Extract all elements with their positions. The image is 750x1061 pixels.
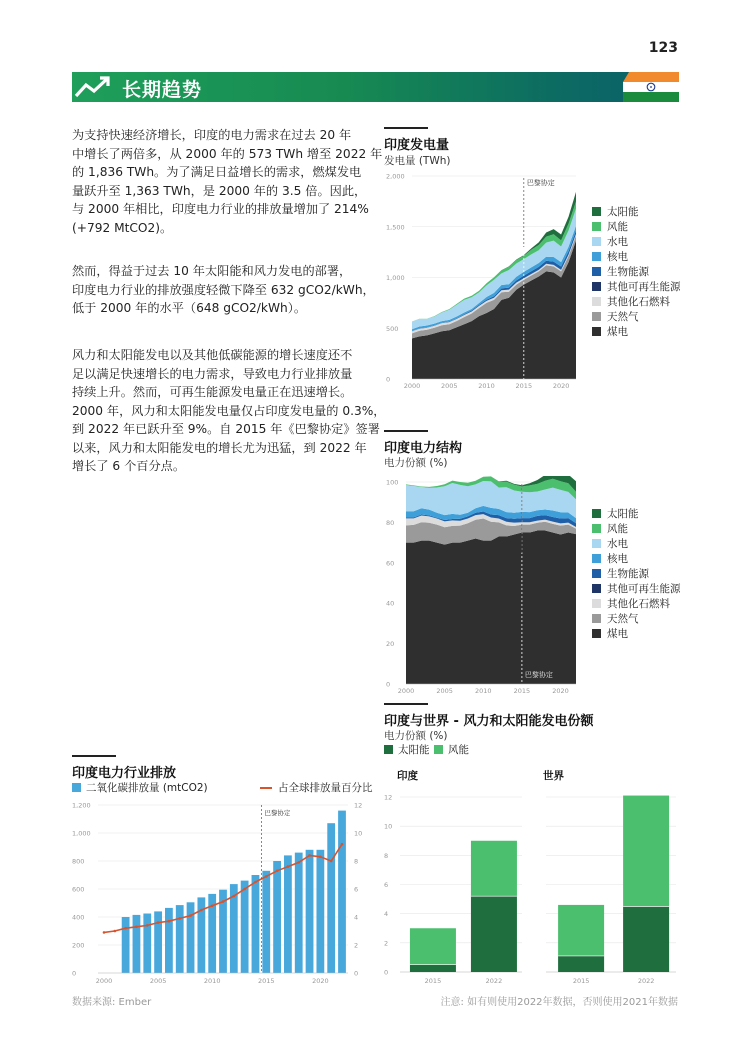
data-year-note: 注意: 如有则使用2022年数据，否则使用2021年数据 [440, 997, 678, 1008]
share-point [308, 854, 311, 857]
legend-swatch [434, 745, 443, 754]
legend-line-swatch [260, 787, 272, 789]
x-tick-label: 2005 [440, 382, 458, 390]
y-tick-label: 80 [386, 518, 395, 527]
annotation-label: 巴黎协定 [524, 671, 553, 679]
legend-item [592, 596, 681, 611]
share-point [341, 843, 344, 846]
y-tick-label: 200 [72, 941, 85, 950]
emission-bar [176, 905, 184, 973]
emissions-legend-line: 占全球排放量百分比 [260, 780, 373, 795]
legend-swatch [72, 783, 81, 792]
share-chart-ylabel: 电力份额 (%) [384, 730, 448, 742]
legend-item [592, 294, 681, 309]
legend-swatch [592, 207, 601, 216]
paragraph-demand-growth: 为支持快速经济增长，印度的电力需求在过去 20 年 中增长了两倍多，从 2000 年的 573 TWh 增至 2022 年 的 1,836 TWh。为了满足日益增长的需求，燃煤发电 量跃升至 1,363 TWh，是 2000 年的 3.5 倍。因此， 与 2000 年相比，印度电力行业的排放量增加了 214% (+792 MtCO2)。 [72, 128, 383, 235]
y-tick-label: 12 [384, 793, 393, 802]
paragraph-emission-intensity: 然而，得益于过去 10 年太阳能和风力发电的部署， 印度电力行业的排放强度轻微下降至 632 gCO2/kWh， 低于 2000 年的水平（648 gCO2/kWh）。 [72, 264, 375, 315]
section-title: 长期趋势 [122, 79, 203, 101]
share-point [114, 930, 117, 933]
y-tick-label: 1,000 [72, 829, 91, 838]
legend-item [592, 309, 681, 324]
y-tick-label: 2,000 [386, 172, 405, 181]
legend-item [592, 551, 681, 566]
y2-tick-label: 8 [354, 857, 359, 866]
x-tick-label: 2005 [436, 687, 453, 695]
legend-swatch [592, 267, 601, 276]
x-tick-label: 2020 [552, 687, 569, 695]
legend-swatch [592, 614, 601, 623]
bar-segment [471, 841, 517, 896]
share-point [276, 870, 279, 873]
share-legend-solar: 太阳能 [384, 742, 430, 757]
legend-swatch [384, 745, 393, 754]
emission-bar [252, 875, 260, 973]
legend-swatch [592, 282, 601, 291]
y2-tick-label: 12 [354, 801, 363, 810]
legend-label: 太阳能 [607, 206, 639, 218]
legend-swatch [592, 539, 601, 548]
bar-segment [558, 905, 604, 956]
chart-divider [384, 430, 428, 432]
emission-bar [154, 911, 162, 973]
y-tick-label: 0 [384, 968, 389, 977]
source-note: 数据来源: Ember [72, 997, 152, 1008]
emission-bar [262, 871, 270, 973]
bar-segment [623, 906, 669, 972]
emission-bar [306, 850, 314, 973]
y-tick-label: 400 [72, 913, 85, 922]
legend-swatch [592, 524, 601, 533]
share-point [254, 881, 257, 884]
emission-bar [143, 914, 151, 974]
legend-item [592, 626, 681, 641]
legend-swatch [592, 509, 601, 518]
emission-bar [122, 917, 130, 973]
legend-swatch [592, 327, 601, 336]
emission-bar [241, 881, 249, 973]
y2-tick-label: 6 [354, 885, 359, 894]
share-point [168, 920, 171, 923]
structure-chart-title: 印度电力结构 [384, 441, 463, 456]
legend-label: 风能 [607, 221, 628, 233]
share-point [200, 909, 203, 912]
structure-area-chart [384, 476, 584, 698]
legend-label: 天然气 [607, 311, 639, 323]
annotation-label: 巴黎协定 [526, 179, 555, 187]
emission-bar [284, 855, 292, 973]
legend-label: 太阳能 [607, 508, 639, 520]
bar-segment [410, 928, 456, 964]
legend-swatch [592, 569, 601, 578]
y-tick-label: 1,200 [72, 801, 91, 810]
legend-label: 核电 [607, 553, 628, 565]
y2-tick-label: 10 [354, 829, 363, 838]
paragraph-renewables-growth: 风力和太阳能发电以及其他低碳能源的增长速度还不 足以满足快速增长的电力需求，导致电力行业排放量 持续上升。然而，可再生能源发电量正在迅速增长。 2000 年，风力和太阳能发电量仅占印度发电量的 0.3%， 到 2022 年已跃升至 9%。自 2015 年《巴黎协定》签署 以来，风力和太阳能发电的增长尤为迅猛，到 2022 年 增长了 6 个百分点。 [72, 348, 386, 473]
x-tick-label: 2000 [95, 977, 113, 985]
generation-legend [592, 204, 681, 339]
legend-item [592, 611, 681, 626]
share-point [222, 900, 225, 903]
legend-item [592, 566, 681, 581]
bar-segment [410, 965, 456, 972]
emission-bar [316, 850, 324, 973]
chart-divider [72, 755, 116, 757]
x-tick-label: 2015 [424, 977, 442, 985]
x-tick-label: 2010 [203, 977, 221, 985]
share-chart-title: 印度与世界 - 风力和太阳能发电份额 [384, 714, 594, 729]
emissions-chart-title: 印度电力行业排放 [72, 766, 177, 781]
share-point [103, 931, 106, 934]
chart-divider [384, 703, 428, 705]
legend-label: 生物能源 [607, 568, 649, 580]
legend-swatch [592, 222, 601, 231]
legend-label: 天然气 [607, 613, 639, 625]
y-tick-label: 60 [386, 559, 395, 568]
y2-tick-label: 4 [354, 913, 359, 922]
share-point [157, 921, 160, 924]
y-tick-label: 500 [386, 324, 399, 333]
generation-area-chart [384, 168, 584, 392]
emissions-combo-chart [72, 798, 368, 990]
y2-tick-label: 0 [354, 969, 359, 978]
x-tick-label: 2015 [515, 382, 533, 390]
y-tick-label: 1,500 [386, 223, 405, 232]
x-tick-label: 2010 [478, 382, 495, 390]
emission-bar [273, 861, 281, 973]
chart-divider [384, 127, 428, 129]
share-point [211, 905, 214, 908]
legend-swatch [592, 629, 601, 638]
x-tick-label: 2020 [312, 977, 329, 985]
legend-item [592, 264, 681, 279]
share-point [124, 927, 127, 930]
y-tick-label: 10 [384, 822, 393, 831]
legend-label: 其他可再生能源 [607, 281, 681, 293]
emission-bar [327, 823, 335, 973]
emission-bar [133, 915, 141, 973]
legend-item [592, 219, 681, 234]
x-tick-label: 2015 [257, 977, 275, 985]
y-tick-label: 0 [386, 680, 391, 689]
legend-label: 其他可再生能源 [607, 583, 681, 595]
x-tick-label: 2015 [513, 687, 531, 695]
share-point [243, 888, 246, 891]
trend-up-icon [72, 72, 116, 102]
x-tick-label: 2020 [552, 382, 570, 390]
bar-segment [471, 896, 517, 972]
y-tick-label: 2 [384, 939, 389, 948]
legend-label: 其他化石燃料 [607, 296, 670, 308]
share-legend-wind: 风能 [434, 742, 469, 757]
legend-label: 核电 [607, 251, 628, 263]
panel-label-india: 印度 [397, 770, 418, 782]
share-point [146, 924, 149, 927]
annotation-label: 巴黎协定 [264, 809, 291, 817]
share-point [287, 865, 290, 868]
y-tick-label: 6 [384, 881, 389, 889]
section-banner [72, 72, 679, 102]
share-bar-chart [384, 790, 680, 988]
x-tick-label: 2000 [403, 382, 421, 390]
legend-swatch [592, 584, 601, 593]
legend-item [592, 234, 681, 249]
share-point [330, 860, 333, 863]
x-tick-label: 2015 [572, 977, 590, 985]
panel-label-world: 世界 [543, 770, 564, 782]
legend-label: 其他化石燃料 [607, 598, 670, 610]
x-tick-label: 2010 [474, 687, 492, 695]
bar-segment [558, 956, 604, 972]
emission-bar [187, 902, 195, 973]
share-point [135, 926, 138, 929]
generation-chart-title: 印度发电量 [384, 138, 450, 153]
emission-bar [338, 811, 346, 973]
page-number: 123 [648, 40, 678, 56]
legend-item [592, 581, 681, 596]
share-point [265, 875, 268, 878]
x-tick-label: 2000 [397, 687, 415, 695]
legend-swatch [592, 554, 601, 563]
y2-tick-label: 2 [354, 941, 359, 950]
y-tick-label: 0 [386, 375, 391, 384]
share-point [189, 914, 192, 917]
emissions-legend-bars: 二氧化碳排放量 (mtCO2) [72, 780, 208, 795]
y-tick-label: 1,000 [386, 274, 405, 282]
legend-swatch [592, 599, 601, 608]
share-point [178, 917, 181, 920]
legend-label: 煤电 [607, 326, 628, 338]
y-tick-label: 100 [386, 478, 399, 487]
generation-chart-ylabel: 发电量 (TWh) [384, 155, 451, 167]
area-series [406, 530, 576, 684]
legend-swatch [592, 237, 601, 246]
y-tick-label: 0 [72, 969, 77, 978]
legend-item [592, 279, 681, 294]
emission-bar [165, 908, 173, 973]
x-tick-label: 2022 [637, 977, 655, 985]
share-point [297, 861, 300, 864]
structure-chart-ylabel: 电力份额 (%) [384, 457, 448, 469]
x-tick-label: 2022 [485, 977, 503, 985]
y-tick-label: 4 [384, 910, 389, 919]
legend-label: 风能 [607, 523, 628, 535]
legend-item [592, 204, 681, 219]
legend-label: 煤电 [607, 628, 628, 640]
legend-label: 水电 [607, 538, 628, 550]
share-point [233, 895, 236, 898]
share-point [319, 856, 322, 859]
y-tick-label: 8 [384, 851, 389, 860]
legend-item [592, 324, 681, 339]
legend-label: 生物能源 [607, 266, 649, 278]
y-tick-label: 40 [386, 599, 395, 608]
bar-segment [623, 796, 669, 907]
legend-item [592, 521, 681, 536]
y-tick-label: 800 [72, 857, 85, 866]
y-tick-label: 600 [72, 885, 85, 894]
legend-label: 水电 [607, 236, 628, 248]
legend-item [592, 506, 681, 521]
legend-item [592, 536, 681, 551]
emission-bar [295, 853, 303, 973]
legend-swatch [592, 252, 601, 261]
india-flag-icon [623, 72, 679, 102]
legend-item [592, 249, 681, 264]
structure-legend [592, 506, 681, 641]
y-tick-label: 20 [386, 640, 395, 649]
legend-swatch [592, 297, 601, 306]
legend-swatch [592, 312, 601, 321]
x-tick-label: 2005 [149, 977, 167, 985]
